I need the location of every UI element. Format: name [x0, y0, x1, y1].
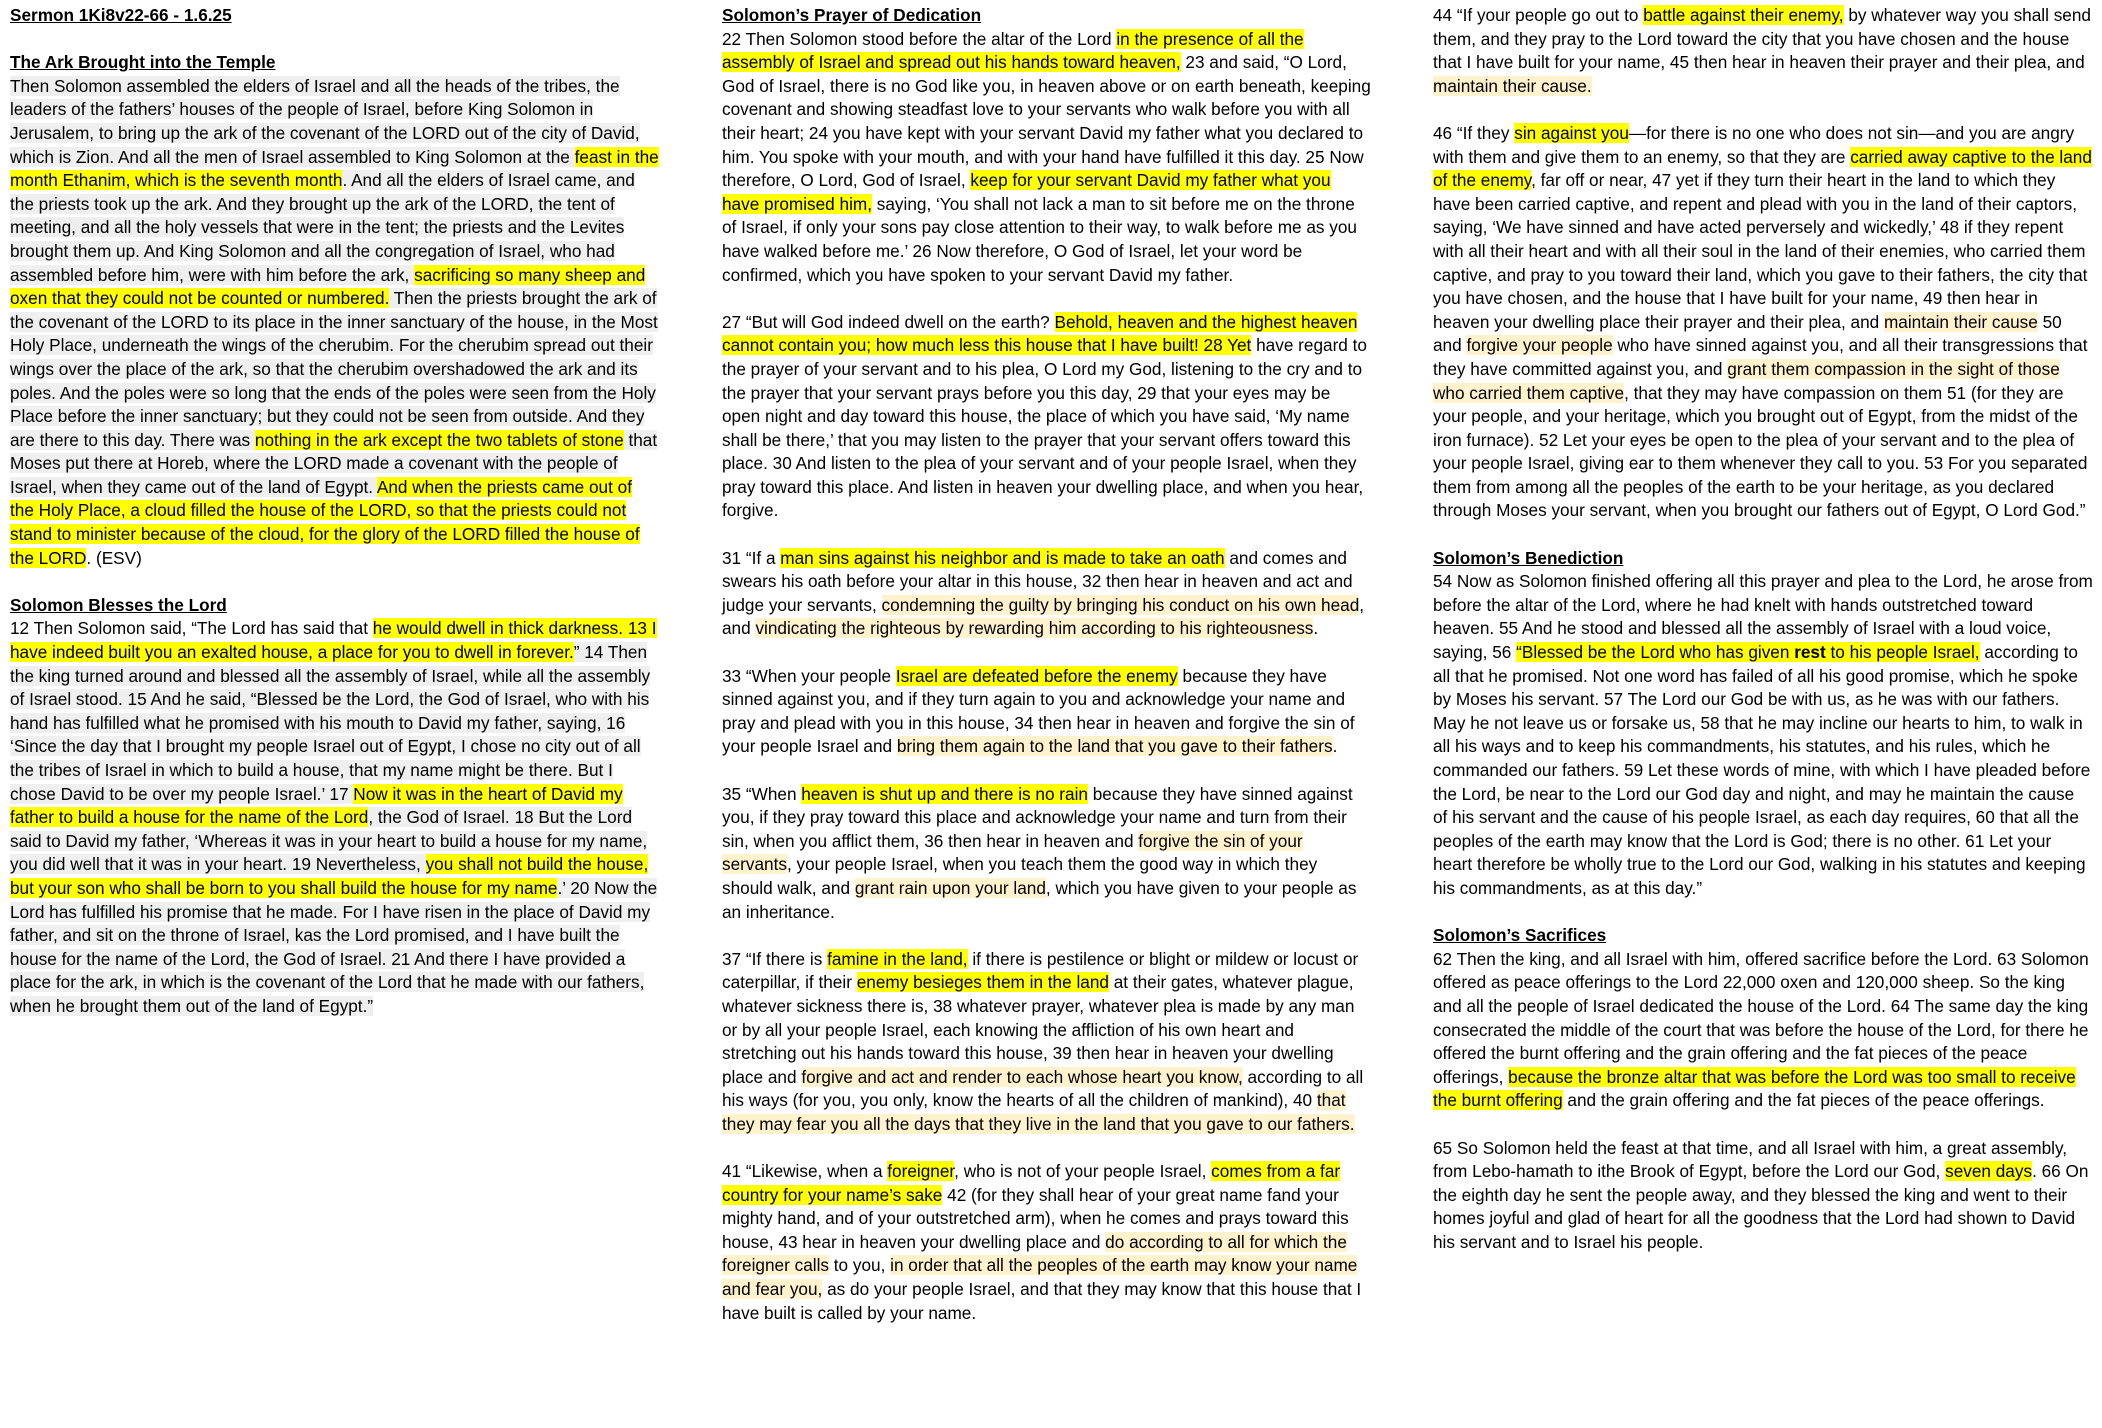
- scripture-paragraph: [722, 1160, 1372, 1325]
- text-run: 12 Then Solomon said, “The Lord has said that: [10, 618, 373, 639]
- highlight-yellow: keep for your servant David my father what you have promised him,: [722, 170, 1331, 214]
- highlight-yellow: carried away captive to the land of the enemy: [1433, 146, 2092, 191]
- scripture-paragraph: [722, 665, 1372, 759]
- text-run: 54 Now as Solomon finished offering all this prayer and plea to the Lord, he arose from before the altar of the Lord, where he had knelt with hands outstretched toward heaven. 55 And he stood and blessed all the assembly of Israel with a loud voice, saying, 56: [1433, 571, 2093, 663]
- text-run: saying, ‘You shall not lack a man to sit before me on the throne of Israel, if only your sons pay close attention to their way, to walk before me as you have walked before me.’ 26 Now therefore, O God of Israel, let your word be confirmed, which you have spoken to your servant David my father.: [722, 193, 1357, 285]
- highlight-yellow: enemy besieges them in the land: [856, 972, 1109, 993]
- text-run: 41 “Likewise, when a: [722, 1161, 888, 1182]
- text-run: 35 “When: [722, 783, 802, 804]
- highlight-light-yellow: forgive your people: [1466, 335, 1613, 356]
- text-run: by whatever way you shall send them, and they pray to the Lord toward the city that you have chosen and the house that I have built for your name, 45 then hear in heaven their prayer and their plea, and: [1433, 5, 2091, 73]
- highlight-light-yellow: grant rain upon your land: [854, 877, 1046, 898]
- section-heading: Solomon’s Sacrifices: [1433, 925, 1607, 946]
- highlight-light-yellow: forgive and act and render to each whose heart you know,: [801, 1066, 1243, 1087]
- highlight-yellow: foreigner: [887, 1161, 955, 1182]
- text-run: because they have sinned against you, if they pray toward this place and acknowledge your name and turn from their sin, when you afflict them, 36 then hear in heaven and: [722, 783, 1353, 851]
- highlight-light-yellow: bring them again to the land that you gave to their fathers: [896, 736, 1333, 757]
- highlight-yellow: Israel are defeated before the enemy: [895, 665, 1178, 686]
- scripture-paragraph: [1433, 948, 2093, 1113]
- text-run: who have sinned against you, and all their transgressions that they have committed against you, and: [1433, 335, 2088, 379]
- text-run: , that they may have compassion on them 51 (for they are your people, and your heritage, which you brought out of Egypt, from the midst of the iron furnace). 52 Let your eyes be open to the plea of your servant and to the plea of your people Israel, giving ear to them whenever they call to you. 53 For you separated them from among all the peoples of the earth to be your heritage, as you declared through Moses your servant, when you brought our fathers out of Egypt, O Lord God.”: [1433, 382, 2088, 521]
- highlight-light-yellow: that they may fear you all the days that they live in the land that you gave to our fathers.: [722, 1090, 1355, 1134]
- highlight-yellow: to his people Israel,: [1825, 642, 1980, 663]
- scripture-paragraph: [1433, 122, 2093, 523]
- highlight-gray: .’ 20 Now the Lord has fulfilled his promise that he made. For I have risen in the place of David my father, and sit on the throne of Israel, kas the Lord promised, and I have built the house for the name of the Lord, the God of Israel. 21 And there I have provided a place for the ark, in which is the covenant of the Lord that he made with our fathers, when he brought them out of the land of Egypt.”: [10, 877, 658, 1016]
- text-run: , which you have given to your people as an inheritance.: [722, 877, 1357, 922]
- text-run: at their gates, whatever plague, whatever sickness there is, 38 whatever prayer, whatever plea is made by any man or by all your people Israel, each knowing the affliction of his own heart and stretching out his hands toward this house, 39 then hear in heaven your dwelling place and: [722, 972, 1355, 1087]
- text-run: 31 “If a: [722, 547, 781, 568]
- highlight-light-yellow: forgive the sin of your servants: [722, 830, 1303, 875]
- text-run: 65 So Solomon held the feast at that time, and all Israel with him, a great assembly, from Lebo-hamath to ithe Brook of Egypt, before the Lord our God,: [1433, 1137, 2068, 1182]
- highlight-gray: . And all the elders of Israel came, and the priests took up the ark. And they brought up the ark of the LORD, the tent of meeting, and all the holy vessels that were in the tent; the priests and the Levites brought them up. And King Solomon and all the congregation of Israel, who had assembled before him, were with him before the ark,: [10, 170, 635, 285]
- text-run: , your people Israel, when you teach them the good way in which they should walk, and: [722, 854, 1318, 898]
- scripture-paragraph: [722, 948, 1372, 1137]
- section-heading: Solomon’s Prayer of Dedication: [722, 5, 982, 25]
- text-run: because they have sinned against you, and if they turn again to you and acknowledge your name and pray and plead with you in this house, 34 then hear in heaven and forgive the sin of your people Israel and: [722, 665, 1355, 757]
- highlight-light-yellow: do according to all for which the foreigner calls: [722, 1231, 1347, 1276]
- text-run: according to all that he promised. Not one word has failed of all his good promise, which he spoke by Moses his servant. 57 The Lord our God be with us, as he was with our fathers. May he not leave us or forsake us, 58 that he may incline our hearts to him, to walk in all his ways and to keep his commandments, his statutes, and his rules, which he commanded our fathers. 59 Let these words of mine, with which I have pleaded before the Lord, be near to the Lord our God day and night, and may he maintain the cause of his servant and the cause of his people Israel, as each day requires, 60 that all the peoples of the earth may know that the Lord is God; there is no other. 61 Let your heart therefore be wholly true to the Lord our God, walking in his statutes and keeping his commandments, as at this day.”: [1433, 642, 2091, 898]
- section-heading: Solomon Blesses the Lord: [10, 594, 227, 615]
- highlight-light-yellow: grant them compassion in the sight of those who carried them captive: [1433, 358, 2060, 403]
- highlight-yellow: nothing in the ark except the two tablets of stone: [254, 429, 624, 450]
- highlight-light-yellow: in order that all the peoples of the earth may know your name and fear you,: [722, 1255, 1358, 1300]
- scripture-paragraph: [722, 311, 1372, 523]
- highlight-yellow: he would dwell in thick darkness. 13 I have indeed built you an exalted house, a place for you to dwell in forever.: [10, 618, 657, 663]
- highlight-light-yellow: maintain their cause.: [1433, 75, 1592, 96]
- text-run: 42 (for they shall hear of your great name fand your mighty hand, and of your outstretched arm), when he comes and prays toward this house, 43 hear in heaven your dwelling place and: [722, 1184, 1349, 1252]
- highlight-yellow: Now it was in the heart of David my father to build a house for the name of the Lord: [10, 783, 623, 828]
- highlight-gray: that Moses put there at Horeb, where the LORD made a covenant with the people of Israel, when they came out of the land of Egypt.: [10, 429, 658, 497]
- text-run: 27 “But will God indeed dwell on the earth?: [722, 311, 1055, 332]
- highlight-yellow: feast in the month Ethanim, which is the seventh month: [10, 146, 659, 191]
- highlight-yellow: comes from a far country for your name’s sake: [722, 1161, 1341, 1205]
- text-run: 46 “If they: [1433, 122, 1515, 143]
- text-run: have regard to the prayer of your servant and to his plea, O Lord my God, listening to the cry and to the prayer that your servant prays before you this day, 29 that your eyes may be open night and day toward this house, the place of which you have said, ‘My name shall be there,’ that you may listen to the prayer that your servant offers toward this place. 30 And listen to the plea of your servant and of your people Israel, when they pray toward this place. And listen in heaven your dwelling place, and when you hear, forgive.: [722, 335, 1367, 521]
- scripture-paragraph: [722, 28, 1372, 288]
- text-run: 33 “When your people: [722, 665, 896, 686]
- highlight-yellow: seven days: [1945, 1161, 2033, 1182]
- highlight-yellow: man sins against his neighbor and is made to take an oath: [780, 547, 1225, 568]
- highlight-yellow: battle against their enemy,: [1643, 5, 1844, 25]
- text-run: , far off or near, 47 yet if they turn their heart in the land to which they have been carried captive, and repent and plead with you in the land of their captors, saying, ‘We have sinned and have acted perversely and wickedly,’ 48 if they repent with all their heart and with all their soul in the land of their enemies, who carried them captive, and pray to you toward their land, which you gave to their fathers, the city that you have chosen, and the house that I have built for your name, 49 then hear in heaven your dwelling place their prayer and their plea, and: [1433, 170, 2088, 332]
- scripture-paragraph: [10, 75, 660, 570]
- highlight-yellow: And when the priests came out of the Holy Place, a cloud filled the house of the LORD, so that the priests could not stand to minister because of the cloud, for the glory of the LORD filled the house of the LORD: [10, 476, 640, 568]
- highlight-gray: Then the priests brought the ark of the covenant of the LORD to its place in the inner sanctuary of the house, in the Most Holy Place, underneath the wings of the cherubim. For the cherubim spread out their wings over the place of the ark, so that the cherubim overshadowed the ark and its poles. And the poles were so long that the ends of the poles were seen from the Holy Place before the inner sanctuary; but they could not be seen from outside. And they are there to this day. There was: [10, 288, 658, 450]
- text-run: , and: [722, 594, 1365, 639]
- highlight-light-yellow: condemning the guilty by bringing his conduct on his own head: [881, 594, 1360, 615]
- highlight-yellow: sacrificing so many sheep and oxen that they could not be counted or numbered.: [10, 264, 646, 309]
- highlight-light-yellow: vindicating the righteous by rewarding him according to his righteousness: [755, 618, 1314, 639]
- text-run: and comes and swears his oath before your altar in this house, 32 then hear in heaven and act and judge your servants,: [722, 547, 1353, 615]
- highlight-light-yellow: maintain their cause: [1883, 311, 2038, 332]
- text-run: . 66 On the eighth day he sent the people away, and they blessed the king and went to their homes joyful and glad of heart for all the goodness that the Lord had shown to David his servant and to Israel his people.: [1433, 1161, 2089, 1252]
- column-middle: [722, 4, 1372, 1349]
- scripture-paragraph: [1433, 4, 2093, 98]
- section-heading: Solomon’s Benediction: [1433, 547, 1624, 568]
- highlight-yellow: “Blessed be the Lord who has given: [1516, 642, 1795, 663]
- text-run: .: [1313, 618, 1319, 639]
- text-run: —for there is no one who does not sin—and you are angry with them and give them to an enemy, so that they are: [1433, 122, 2075, 167]
- scripture-paragraph: [10, 617, 660, 1018]
- text-run: to you,: [829, 1255, 891, 1276]
- highlight-yellow: Behold, heaven and the highest heaven cannot contain you; how much less this house that I have built! 28 Yet: [722, 311, 1358, 356]
- scripture-paragraph: [722, 783, 1372, 925]
- text-run: 37 “If there is: [722, 948, 828, 969]
- highlight-yellow: rest: [1794, 642, 1826, 663]
- scripture-paragraph: [1433, 570, 2093, 900]
- text-run: according to all his ways (for you, you only, know the hearts of all the children of mankind), 40: [722, 1066, 1364, 1111]
- section-heading: The Ark Brought into the Temple: [10, 52, 276, 73]
- scripture-paragraph: [1433, 1137, 2093, 1255]
- text-run: 23 and said, “O Lord, God of Israel, there is no God like you, in heaven above or on earth beneath, keeping covenant and showing steadfast love to your servants who walk before you with all their heart; 24 you have kept with your servant David my father what you declared to him. You spoke with your mouth, and with your hand have fulfilled it this day. 25 Now therefore, O Lord, God of Israel,: [722, 52, 1371, 191]
- highlight-yellow: famine in the land,: [827, 948, 968, 969]
- text-run: if there is pestilence or blight or mildew or locust or caterpillar, if their: [722, 948, 1359, 993]
- text-run: 50 and: [1433, 311, 2062, 356]
- highlight-gray: Then Solomon assembled the elders of Israel and all the heads of the tribes, the leaders of the fathers’ houses of the people of Israel, before King Solomon in Jerusalem, to bring up the ark of the covenant of the LORD out of the city of David, which is Zion. And all the men of Israel assembled to King Solomon at the: [10, 75, 640, 167]
- text-run: as do your people Israel, and that they may know that this house that I have built is called by your name.: [722, 1279, 1362, 1323]
- highlight-gray: ” 14 Then the king turned around and blessed all the assembly of Israel, while all the assembly of Israel stood. 15 And he said, “Blessed be the Lord, the God of Israel, who with his hand has fulfilled what he promised with his mouth to David my father, saying, 16 ‘Since the day that I brought my people Israel out of Egypt, I chose no city out of all the tribes of Israel in which to build a house, that my name might be there. But I chose David to be over my people Israel.’ 17: [10, 642, 651, 804]
- text-run: , who is not of your people Israel,: [954, 1161, 1212, 1182]
- text-run: 62 Then the king, and all Israel with him, offered sacrifice before the Lord. 63 Solomon offered as peace offerings to the Lord 22,000 oxen and 120,000 sheep. So the king and all the people of Israel dedicated the house of the Lord. 64 The same day the king consecrated the middle of the court that was before the house of the Lord, for there he offered the burnt offering and the grain offering and the fat pieces of the peace offerings,: [1433, 948, 2089, 1087]
- section-heading: Sermon 1Ki8v22-66 - 1.6.25: [10, 5, 232, 25]
- highlight-yellow: in the presence of all the assembly of Israel and spread out his hands toward heaven,: [722, 28, 1304, 73]
- highlight-yellow: heaven is shut up and there is no rain: [801, 783, 1088, 804]
- highlight-yellow: you shall not build the house, but your son who shall be born to you shall build the house for my name: [10, 854, 649, 898]
- column-right: [1433, 4, 2093, 1278]
- text-run: 22 Then Solomon stood before the altar of the Lord: [722, 28, 1117, 49]
- spacer: [10, 28, 660, 52]
- scripture-paragraph: [722, 547, 1372, 641]
- highlight-yellow: because the bronze altar that was before the Lord was too small to receive the burnt offering: [1433, 1066, 2076, 1111]
- text-run: .: [1332, 736, 1338, 757]
- highlight-gray: , the God of Israel. 18 But the Lord said to David my father, ‘Whereas it was in your heart to build a house for my name, you did well that it was in your heart. 19 Nevertheless,: [10, 807, 648, 875]
- text-run: . (ESV): [86, 547, 142, 568]
- column-left: [10, 4, 660, 1042]
- text-run: 44 “If your people go out to: [1433, 5, 1644, 25]
- highlight-yellow: sin against you: [1514, 122, 1629, 143]
- text-run: and the grain offering and the fat pieces of the peace offerings.: [1562, 1090, 2045, 1111]
